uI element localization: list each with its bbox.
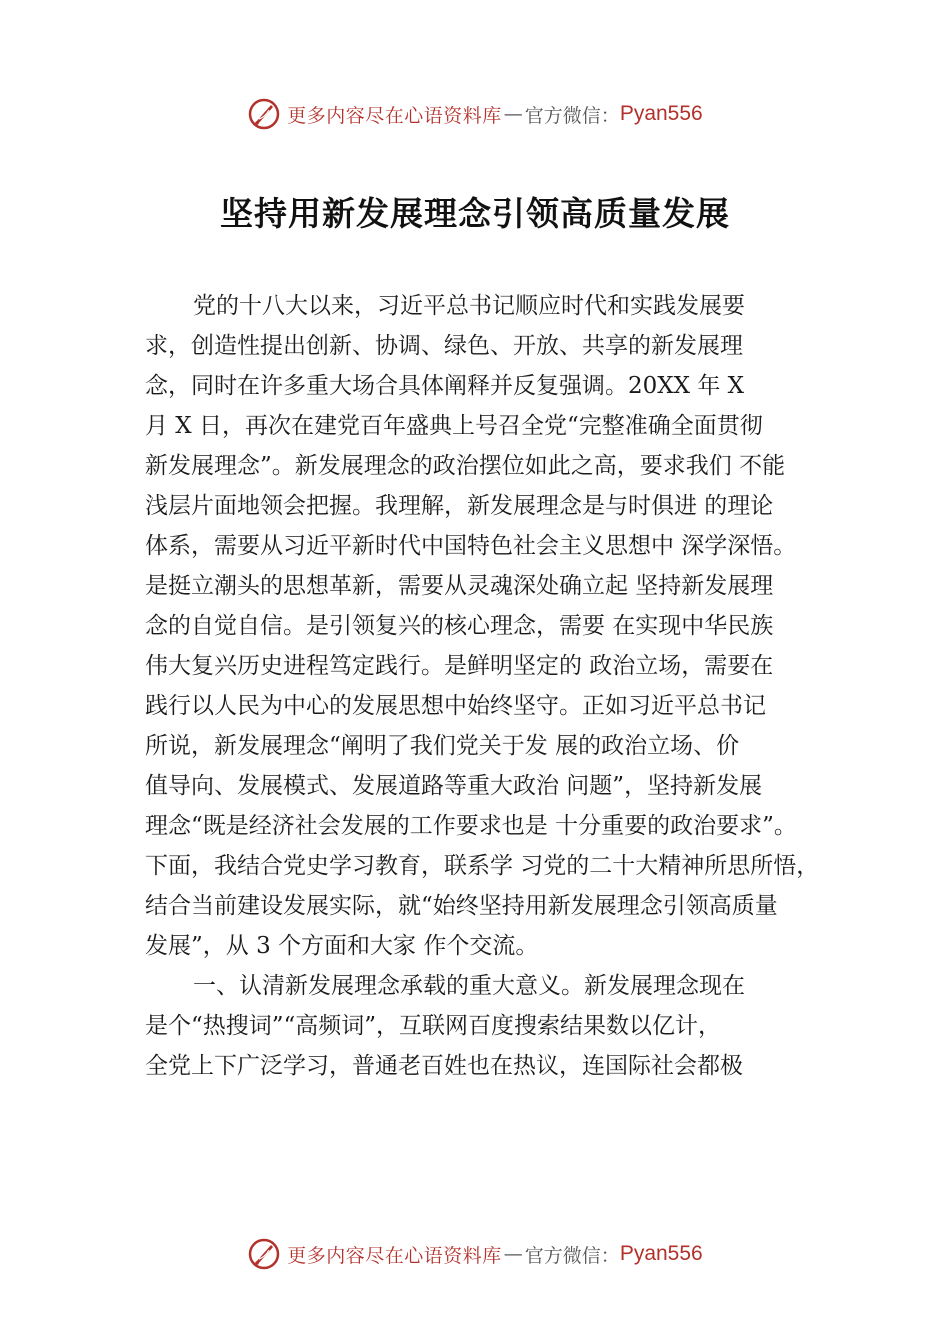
watermark-wechat-id: Pyan556 xyxy=(619,102,703,125)
watermark-separator: — xyxy=(503,1243,523,1265)
paragraph-line: 所说，新发展理念“阐明了我们党关于发 展的政治立场、价 xyxy=(145,733,740,759)
paragraph-line: 浅层片面地领会把握。我理解，新发展理念是与时俱进 的理论 xyxy=(145,493,774,519)
paragraph-line: 是个“热搜词”“高频词”，互联网百度搜索结果数以亿计， xyxy=(145,1013,722,1039)
watermark-text: 更多内容尽在心语资料库 xyxy=(287,1244,502,1267)
paragraph-line: 发展”，从 3 个方面和大家 作个交流。 xyxy=(145,933,539,959)
watermark-separator: — xyxy=(503,103,523,125)
paragraph-line: 体系，需要从习近平新时代中国特色社会主义思想中 深学深悟。 xyxy=(145,533,797,559)
quill-logo-icon xyxy=(247,1237,281,1271)
document-body xyxy=(145,286,845,1086)
paragraph-line: 全党上下广泛学习，普通老百姓也在热议，连国际社会都极 xyxy=(145,1053,743,1079)
watermark-banner-top xyxy=(0,92,950,136)
watermark-wechat-label: 官方微信： xyxy=(524,1244,620,1267)
quill-logo-icon xyxy=(247,97,281,131)
paragraph-line: 新发展理念”。新发展理念的政治摆位如此之高，要求我们 不能 xyxy=(145,453,786,479)
paragraph-line: 结合当前建设发展实际，就“始终坚持用新发展理念引领高质量 xyxy=(145,893,778,919)
paragraph-line: 下面，我结合党史学习教育，联系学 习党的二十大精神所思所悟， xyxy=(145,853,820,879)
paragraph-line: 值导向、发展模式、发展道路等重大政治 问题”，坚持新发展 xyxy=(145,773,763,799)
watermark-wechat-label: 官方微信： xyxy=(524,104,620,127)
paragraph-line: 党的十八大以来，习近平总书记顺应时代和实践发展要 xyxy=(193,293,745,319)
paragraph-line: 理念“既是经济社会发展的工作要求也是 十分重要的政治要求”。 xyxy=(145,813,797,839)
paragraph-line: 念，同时在许多重大场合具体阐释并反复强调。20XX 年 X xyxy=(145,373,745,399)
paragraph-line: 月 X 日，再次在建党百年盛典上号召全党“完整准确全面贯彻 xyxy=(145,413,763,439)
section-heading-line: 一、认清新发展理念承载的重大意义。新发展理念现在 xyxy=(193,973,745,999)
paragraph-line: 伟大复兴历史进程笃定践行。是鲜明坚定的 政治立场，需要在 xyxy=(145,653,774,679)
paragraph-line: 践行以人民为中心的发展思想中始终坚守。正如习近平总书记 xyxy=(145,693,766,719)
paragraph-line: 念的自觉自信。是引领复兴的核心理念，需要 在实现中华民族 xyxy=(145,613,774,639)
paragraph-line: 求，创造性提出创新、协调、绿色、开放、共享的新发展理 xyxy=(145,333,743,359)
paragraph-line: 是挺立潮头的思想革新，需要从灵魂深处确立起 坚持新发展理 xyxy=(145,573,774,599)
watermark-text: 更多内容尽在心语资料库 xyxy=(287,104,502,127)
watermark-wechat-id: Pyan556 xyxy=(619,1242,703,1265)
document-title: 坚持用新发展理念引领高质量发展 xyxy=(220,194,730,233)
watermark-banner-bottom xyxy=(0,1232,950,1276)
